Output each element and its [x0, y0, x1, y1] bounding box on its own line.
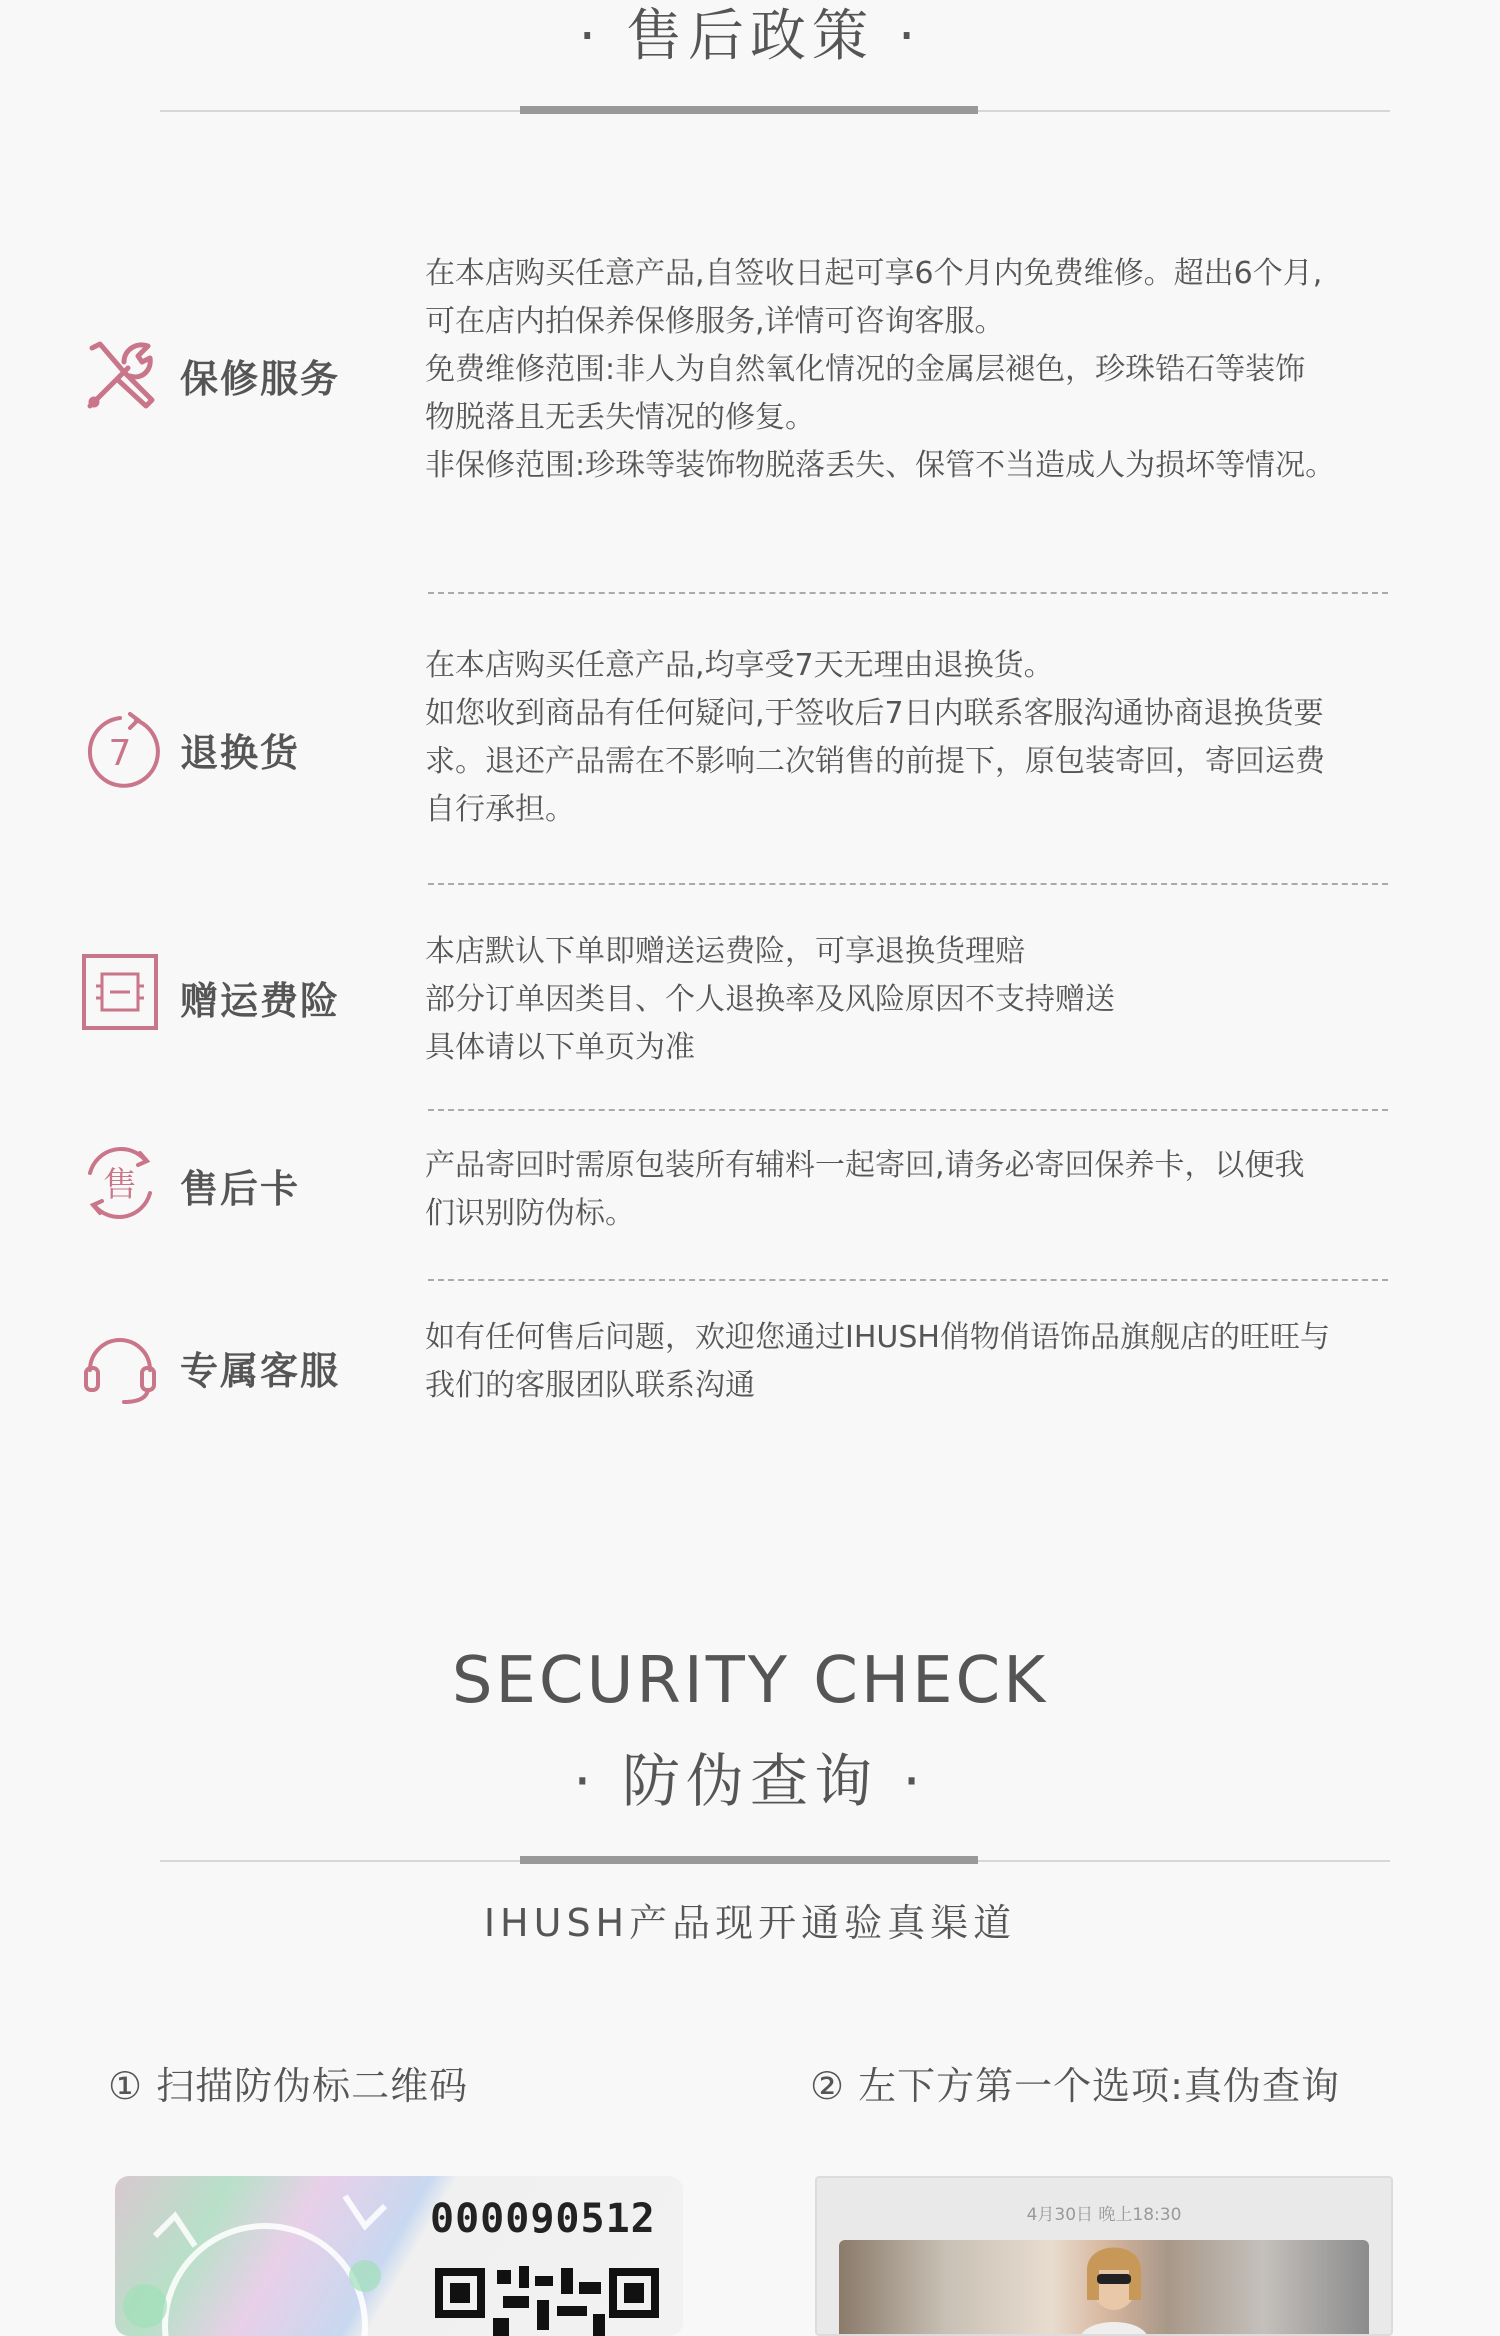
qr-code-icon	[433, 2262, 663, 2336]
text-line: 产品寄回时需原包装所有辅料一起寄回,请务必寄回保养卡，以便我	[425, 1148, 1305, 1183]
text-line: 求。退还产品需在不影响二次销售的前提下，原包装寄回，寄回运费	[425, 744, 1325, 779]
step-1-label: ① 扫描防伪标二维码	[108, 2064, 469, 2108]
icon-text: 7	[108, 733, 132, 774]
service-text-warranty	[425, 250, 1395, 490]
dashed-separator	[428, 883, 1388, 885]
security-title-cn: · 防伪查询 ·	[573, 1747, 927, 1815]
dashed-separator	[428, 1109, 1388, 1111]
screenshot-date: 4月30日 晚上18:30	[1026, 2205, 1182, 2225]
title-divider-bar	[520, 1856, 978, 1864]
dashed-separator	[428, 1279, 1388, 1281]
text-line: 免费维修范围:非人为自然氧化情况的金属层褪色，珍珠锆石等装饰	[425, 352, 1306, 387]
service-text-insurance	[425, 928, 1395, 1072]
after-sales-title: · 售后政策 ·	[578, 4, 922, 69]
wrench-screwdriver-icon	[80, 336, 160, 416]
text-line: 在本店购买任意产品,均享受7天无理由退换货。	[425, 648, 1054, 683]
text-line: 如您收到商品有任何疑问,于签收后7日内联系客服沟通协商退换货要	[425, 696, 1324, 731]
text-line: 如有任何售后问题，欢迎您通过IHUSH俏物俏语饰品旗舰店的旺旺与	[425, 1320, 1330, 1355]
text-line: 我们的客服团队联系沟通	[425, 1368, 755, 1403]
security-title-en: SECURITY CHECK	[451, 1644, 1049, 1718]
text-line: 非保修范围:珍珠等装饰物脱落丢失、保管不当造成人为损坏等情况。	[425, 448, 1336, 483]
dashed-separator	[428, 592, 1388, 594]
service-title-warranty: 保修服务	[180, 357, 341, 401]
service-title-support: 专属客服	[180, 1349, 341, 1393]
text-line: 本店默认下单即赠送运费险，可享退换货理赔	[425, 934, 1025, 969]
title-divider-bar	[520, 106, 978, 114]
service-title-return: 退换货	[180, 731, 301, 775]
text-line: 部分订单因类目、个人退换率及风险原因不支持赠送	[425, 982, 1115, 1017]
icon-text: 售	[103, 1165, 137, 1205]
label-serial-number: 000090512	[430, 2196, 656, 2242]
service-title-insurance: 赠运费险	[180, 979, 341, 1023]
text-line: 可在店内拍保养保修服务,详情可咨询客服。	[425, 304, 1005, 339]
security-subtitle: IHUSH产品现开通验真渠道	[483, 1901, 1017, 1945]
phone-screenshot-card	[815, 2176, 1393, 2336]
step-2-label: ② 左下方第一个选项:真伪查询	[810, 2064, 1340, 2108]
service-text-card	[425, 1142, 1395, 1238]
text-line: 在本店购买任意产品,自签收日起可享6个月内免费维修。超出6个月,	[425, 256, 1323, 291]
service-text-return	[425, 642, 1395, 834]
headset-icon	[80, 1326, 160, 1406]
service-text-support	[425, 1314, 1395, 1410]
anti-counterfeit-label-photo	[115, 2176, 683, 2336]
shipping-insurance-icon	[80, 952, 160, 1032]
text-line: 们识别防伪标。	[425, 1196, 635, 1231]
after-sales-card-icon	[80, 1143, 160, 1223]
service-title-card: 售后卡	[180, 1167, 301, 1211]
text-line: 具体请以下单页为准	[425, 1030, 695, 1065]
hologram-seal-icon	[115, 2176, 415, 2336]
text-line: 自行承担。	[425, 792, 575, 827]
text-line: 物脱落且无丢失情况的修复。	[425, 400, 815, 435]
seven-day-return-icon	[80, 712, 160, 792]
